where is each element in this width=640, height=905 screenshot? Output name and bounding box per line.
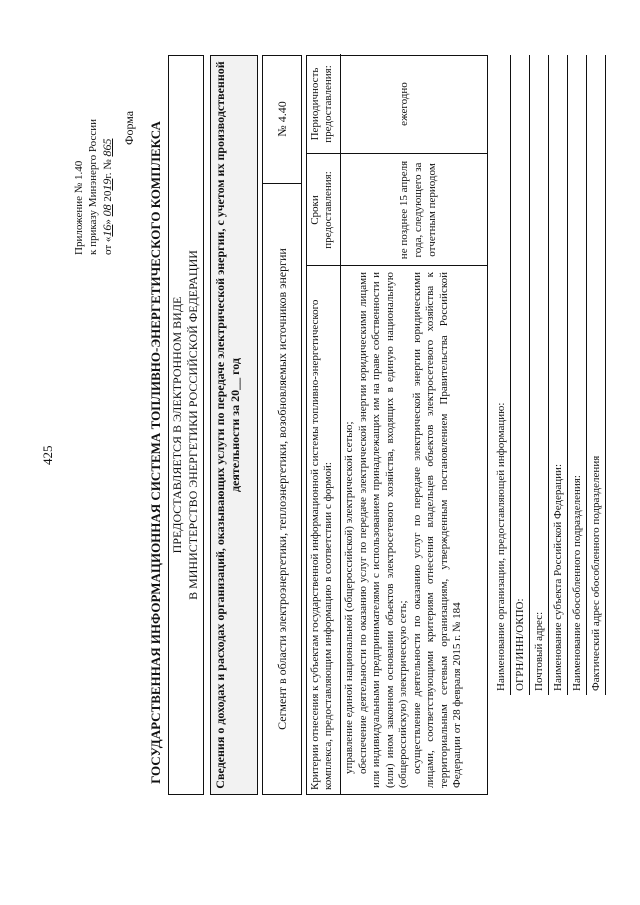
appendix-line-1: Приложение № 1.40 [73,160,85,255]
deadline-header: Сроки предоставления: [307,154,341,266]
date-mid3: г. № [102,156,114,179]
submission-line-1: ПРЕДОСТАВЛЯЕТСЯ В ЭЛЕКТРОННОМ ВИДЕ [170,296,184,554]
date-prefix: от « [102,236,114,255]
deadline-column [307,153,487,266]
report-title-line-1: Сведения о доходах и расходах организаций, оказывающих услуги по передаче электрической энергии, с учетом их производственной [213,61,227,789]
order-number: 865 [100,138,114,157]
criteria-header: Критерии отнесения к субъектам государственной информационной системы топливно-энергетического комплекса, предоставляющим информацию в соответствии с формой: [307,266,341,794]
period-value: ежегодно [398,82,410,126]
segment-label: Сегмент в области электроэнергетики, теплоэнергетики, возобновляемых источников энергии [263,183,301,794]
date-month: 08 [100,204,114,217]
criteria-item-3: осуществление деятельности по оказанию услуг по передаче электрической энергии юридическими лицами, соответствующими критериям отнесения владельцев объектов электросетевого хозяйства к территориальным сетевым организациям, утвержденным постановлением Правительства Российской Федерации от 28 февраля 2015 г. № 184 [410,272,463,788]
date-mid2: 20 [102,190,114,205]
info-row-org-name: Наименование организации, предоставляющей информацию: [492,55,511,695]
segment-number: № 4.40 [274,101,289,137]
criteria-item-2: обеспечение деятельности по оказанию услуг по передаче электрической энергии юридическими лицами или индивидуальными предпринимателями с использованием принадлежащих им на праве собственности и (или) ином законном основании объектов электросетевого хозяйства, входящих в единую национальную (общероссийскую) электрическую сеть; [356,272,409,788]
report-title-box [210,55,258,795]
page-number: 425 [40,445,55,465]
info-row-region: Наименование субъекта Российской Федерации: [549,55,568,695]
criteria-body [341,266,467,794]
criteria-table [306,55,488,795]
date-mid1: » [102,216,114,225]
appendix-block [72,55,115,255]
info-row-subdivision: Наименование обособленного подразделения: [568,55,587,695]
report-title-line-2: деятельности за 20__ год [228,358,242,492]
submission-box [168,55,204,795]
page-title: ГОСУДАРСТВЕННАЯ ИНФОРМАЦИОННАЯ СИСТЕМА ТОПЛИВНО-ЭНЕРГЕТИЧЕСКОГО КОМПЛЕКСА [148,121,163,784]
deadline-value: не позднее 15 апреля года, следующего за отчетным периодом [398,160,438,260]
submission-line-2: В МИНИСТЕРСТВО ЭНЕРГЕТИКИ РОССИЙСКОЙ ФЕДЕРАЦИИ [186,250,200,600]
appendix-line-3 [100,55,115,255]
date-year: 19 [100,178,114,191]
criteria-column [307,265,487,794]
info-row-postal-address: Почтовый адрес: [530,55,549,695]
period-header: Периодичность предоставления: [307,54,341,154]
info-row-subdivision-address: Фактический адрес обособленного подразделения [587,55,606,695]
period-column [307,54,487,154]
appendix-line-2: к приказу Минэнерго России [87,119,99,255]
criteria-item-1: управление единой национальной (общероссийской) электрической сетью; [343,421,355,774]
form-label: Форма [122,110,136,145]
info-row-ogrn: ОГРН/ИНН/ОКПО: [511,55,530,695]
segment-row [262,55,302,795]
organization-info [492,55,606,695]
date-day: 16 [100,224,114,237]
